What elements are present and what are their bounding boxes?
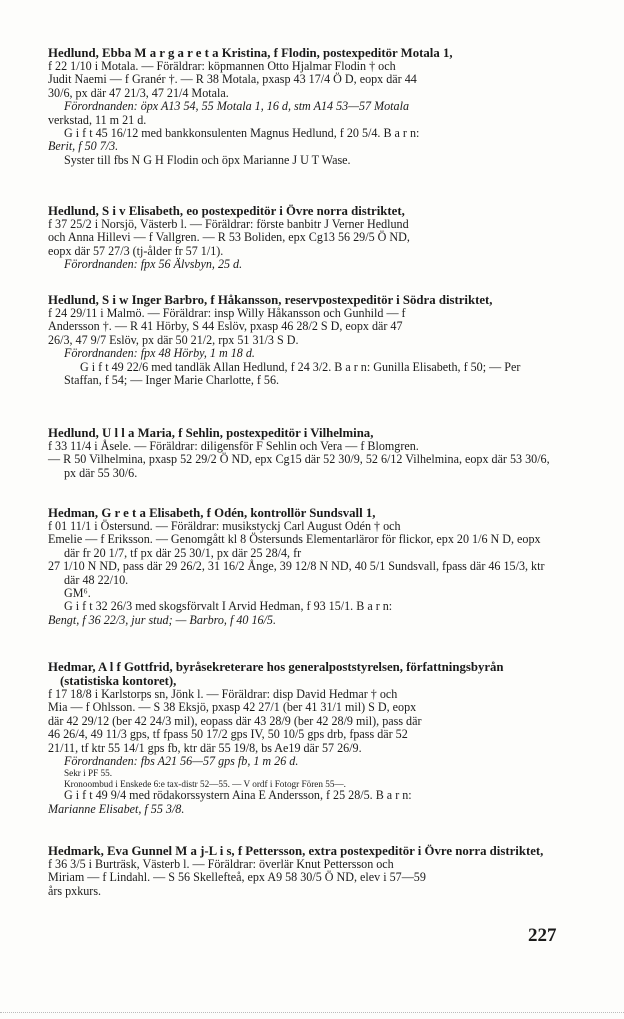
entry-line: Berit, f 50 7/3. (48, 139, 119, 154)
entry-line: 26/3, 47 9/7 Eslöv, px där 50 21/2, rpx 51 31/3 S D. (48, 332, 299, 347)
entry-line: 27 1/10 N ND, pass där 29 26/2, 31 16/2 Ånge, 39 12/8 N ND, 40 5/1 Sundsvall, fpass där 46 15/3, ktr där 48 22/10. (48, 559, 545, 587)
entry-heading: Hedlund, Ebba M a r g a r e t a Kristina, f Flodin, postexpeditör Motala 1, (48, 46, 453, 60)
entry-line: f 37 25/2 i Norsjö, Västerb l. — Föräldrar: förste banbitr J Verner Hedlund (48, 217, 409, 231)
entry-line: Andersson †. — R 41 Hörby, S 44 Eslöv, pxasp 46 28/2 S D, eopx där 47 (48, 319, 403, 334)
entry-line: — R 50 Vilhelmina, pxasp 52 29/2 Ö ND, epx Cg15 där 52 30/9, 52 6/12 Vilhelmina, eopx där 53 30/6, px där 55 30/6. (48, 452, 550, 480)
entry-line: Emelie — f Eriksson. — Genomgått kl 8 Östersunds Elementarläror för flickor, epx 20 1/6 N D, eopx där fr 20 1/7, tf px där 25 30/1, px där 25 28/4, fr (48, 532, 541, 560)
entry-line: f 24 29/11 i Malmö. — Föräldrar: insp Willy Håkansson och Gunhild — f (48, 306, 406, 320)
entry-hedmark-maj-lis (48, 844, 558, 898)
entry-line: GM⁶. (64, 586, 91, 601)
entry-line: G i f t 32 26/3 med skogsförvalt I Arvid Hedman, f 93 15/1. B a r n: (64, 599, 393, 614)
entry-heading: Hedman, G r e t a Elisabeth, f Odén, kontrollör Sundsvall 1, (48, 506, 376, 520)
page-number: 227 (528, 925, 557, 946)
entry-line: G i f t 49 9/4 med rödakorssystern Aina E Andersson, f 25 28/5. B a r n: (64, 788, 412, 803)
entry-line: 30/6, px där 47 21/3, 47 21/4 Motala. (48, 85, 229, 100)
entry-line: f 17 18/8 i Karlstorps sn, Jönk l. — Föräldrar: disp David Hedmar † och (48, 687, 398, 701)
entry-line: där 42 29/12 (ber 42 24/3 mil), eopass där 43 28/9 (ber 42 28/9 mil), pass där (48, 713, 422, 728)
entry-small-line: Sekr i PF 55. (64, 768, 112, 779)
entry-line: verkstad, 11 m 21 d. (48, 112, 147, 127)
entry-hedmar-alf (48, 660, 558, 816)
entry-line: Förordnanden: öpx A13 54, 55 Motala 1, 16 d, stm A14 53—57 Motala (64, 99, 409, 114)
entry-small-line: Kronoombud i Enskede 6:e tax-distr 52—55. — V ordf i Fotogr Fören 55—. (64, 778, 346, 789)
entry-line: eopx där 57 27/3 (tj-ålder fr 57 1/1). (48, 243, 224, 258)
entry-line: G i f t 45 16/12 med bankkonsulenten Magnus Hedlund, f 20 5/4. B a r n: (64, 126, 420, 141)
entry-line: Förordnanden: fpx 56 Älvsbyn, 25 d. (64, 257, 243, 272)
entry-hedlund-siv (48, 204, 558, 272)
entry-hedman-greta (48, 506, 558, 627)
entry-line: 21/11, tf ktr 55 14/1 gps fb, ktr där 55 19/8, bs Ae19 där 57 26/9. (48, 740, 362, 755)
entry-line: f 22 1/10 i Motala. — Föräldrar: köpmannen Otto Hjalmar Flodin † och (48, 59, 396, 73)
entry-line: och Anna Hillevi — f Vallgren. — R 53 Boliden, epx Cg13 56 29/5 Ö ND, (48, 230, 410, 245)
entry-hedlund-ebba (48, 46, 558, 167)
entry-line: Marianne Elisabet, f 55 3/8. (48, 801, 185, 816)
entry-line: Förordnanden: fpx 48 Hörby, 1 m 18 d. (64, 346, 255, 361)
entry-hedlund-ulla (48, 426, 558, 480)
entry-line: 46 26/4, 49 11/3 gps, tf fpass 50 17/2 gps IV, 50 10/5 gps drb, fpass där 52 (48, 727, 408, 742)
entry-heading: Hedmar, A l f Gottfrid, byråsekreterare hos generalpoststyrelsen, författningsbyrån (statistiska kontoret), (48, 660, 504, 688)
entry-line: Judit Naemi — f Granér †. — R 38 Motala, pxasp 43 17/4 Ö D, eopx där 44 (48, 72, 417, 87)
entry-heading: Hedlund, U l l a Maria, f Sehlin, postexpeditör i Vilhelmina, (48, 426, 374, 440)
entry-line: Mia — f Ohlsson. — S 38 Eksjö, pxasp 42 27/1 (ber 41 31/1 mil) S D, eopx (48, 700, 417, 715)
entry-line: G i f t 49 22/6 med tandläk Allan Hedlund, f 24 3/2. B a r n: Gunilla Elisabeth, f 50; — Per Staffan, f 54; — Inger Marie Charlotte, f 56. (64, 359, 521, 388)
entry-line: Förordnanden: fbs A21 56—57 gps fb, 1 m 26 d. (64, 754, 299, 769)
entry-line: f 33 11/4 i Åsele. — Föräldrar: diligensför F Sehlin och Vera — f Blomgren. (48, 439, 419, 453)
entry-heading: Hedmark, Eva Gunnel M a j-L i s, f Pettersson, extra postexpeditör i Övre norra distriktet, (48, 844, 544, 858)
entry-heading: Hedlund, S i w Inger Barbro, f Håkansson, reservpostexpeditör i Södra distriktet, (48, 293, 493, 307)
entry-line: Syster till fbs N G H Flodin och öpx Marianne J U T Wase. (64, 152, 351, 167)
entry-line: Bengt, f 36 22/3, jur stud; — Barbro, f 40 16/5. (48, 612, 276, 627)
entry-line: f 36 3/5 i Burträsk, Västerb l. — Föräldrar: överlär Knut Pettersson och (48, 857, 394, 871)
page-bottom-edge (0, 1012, 624, 1014)
entry-heading: Hedlund, S i v Elisabeth, eo postexpeditör i Övre norra distriktet, (48, 204, 405, 218)
entry-hedlund-siw (48, 293, 558, 387)
entry-line: f 01 11/1 i Östersund. — Föräldrar: musikstyckj Carl August Odén † och (48, 519, 401, 533)
entry-line: års pxkurs. (48, 883, 102, 898)
entry-line: Miriam — f Lindahl. — S 56 Skellefteå, epx A9 58 30/5 Ö ND, elev i 57—59 (48, 870, 426, 885)
